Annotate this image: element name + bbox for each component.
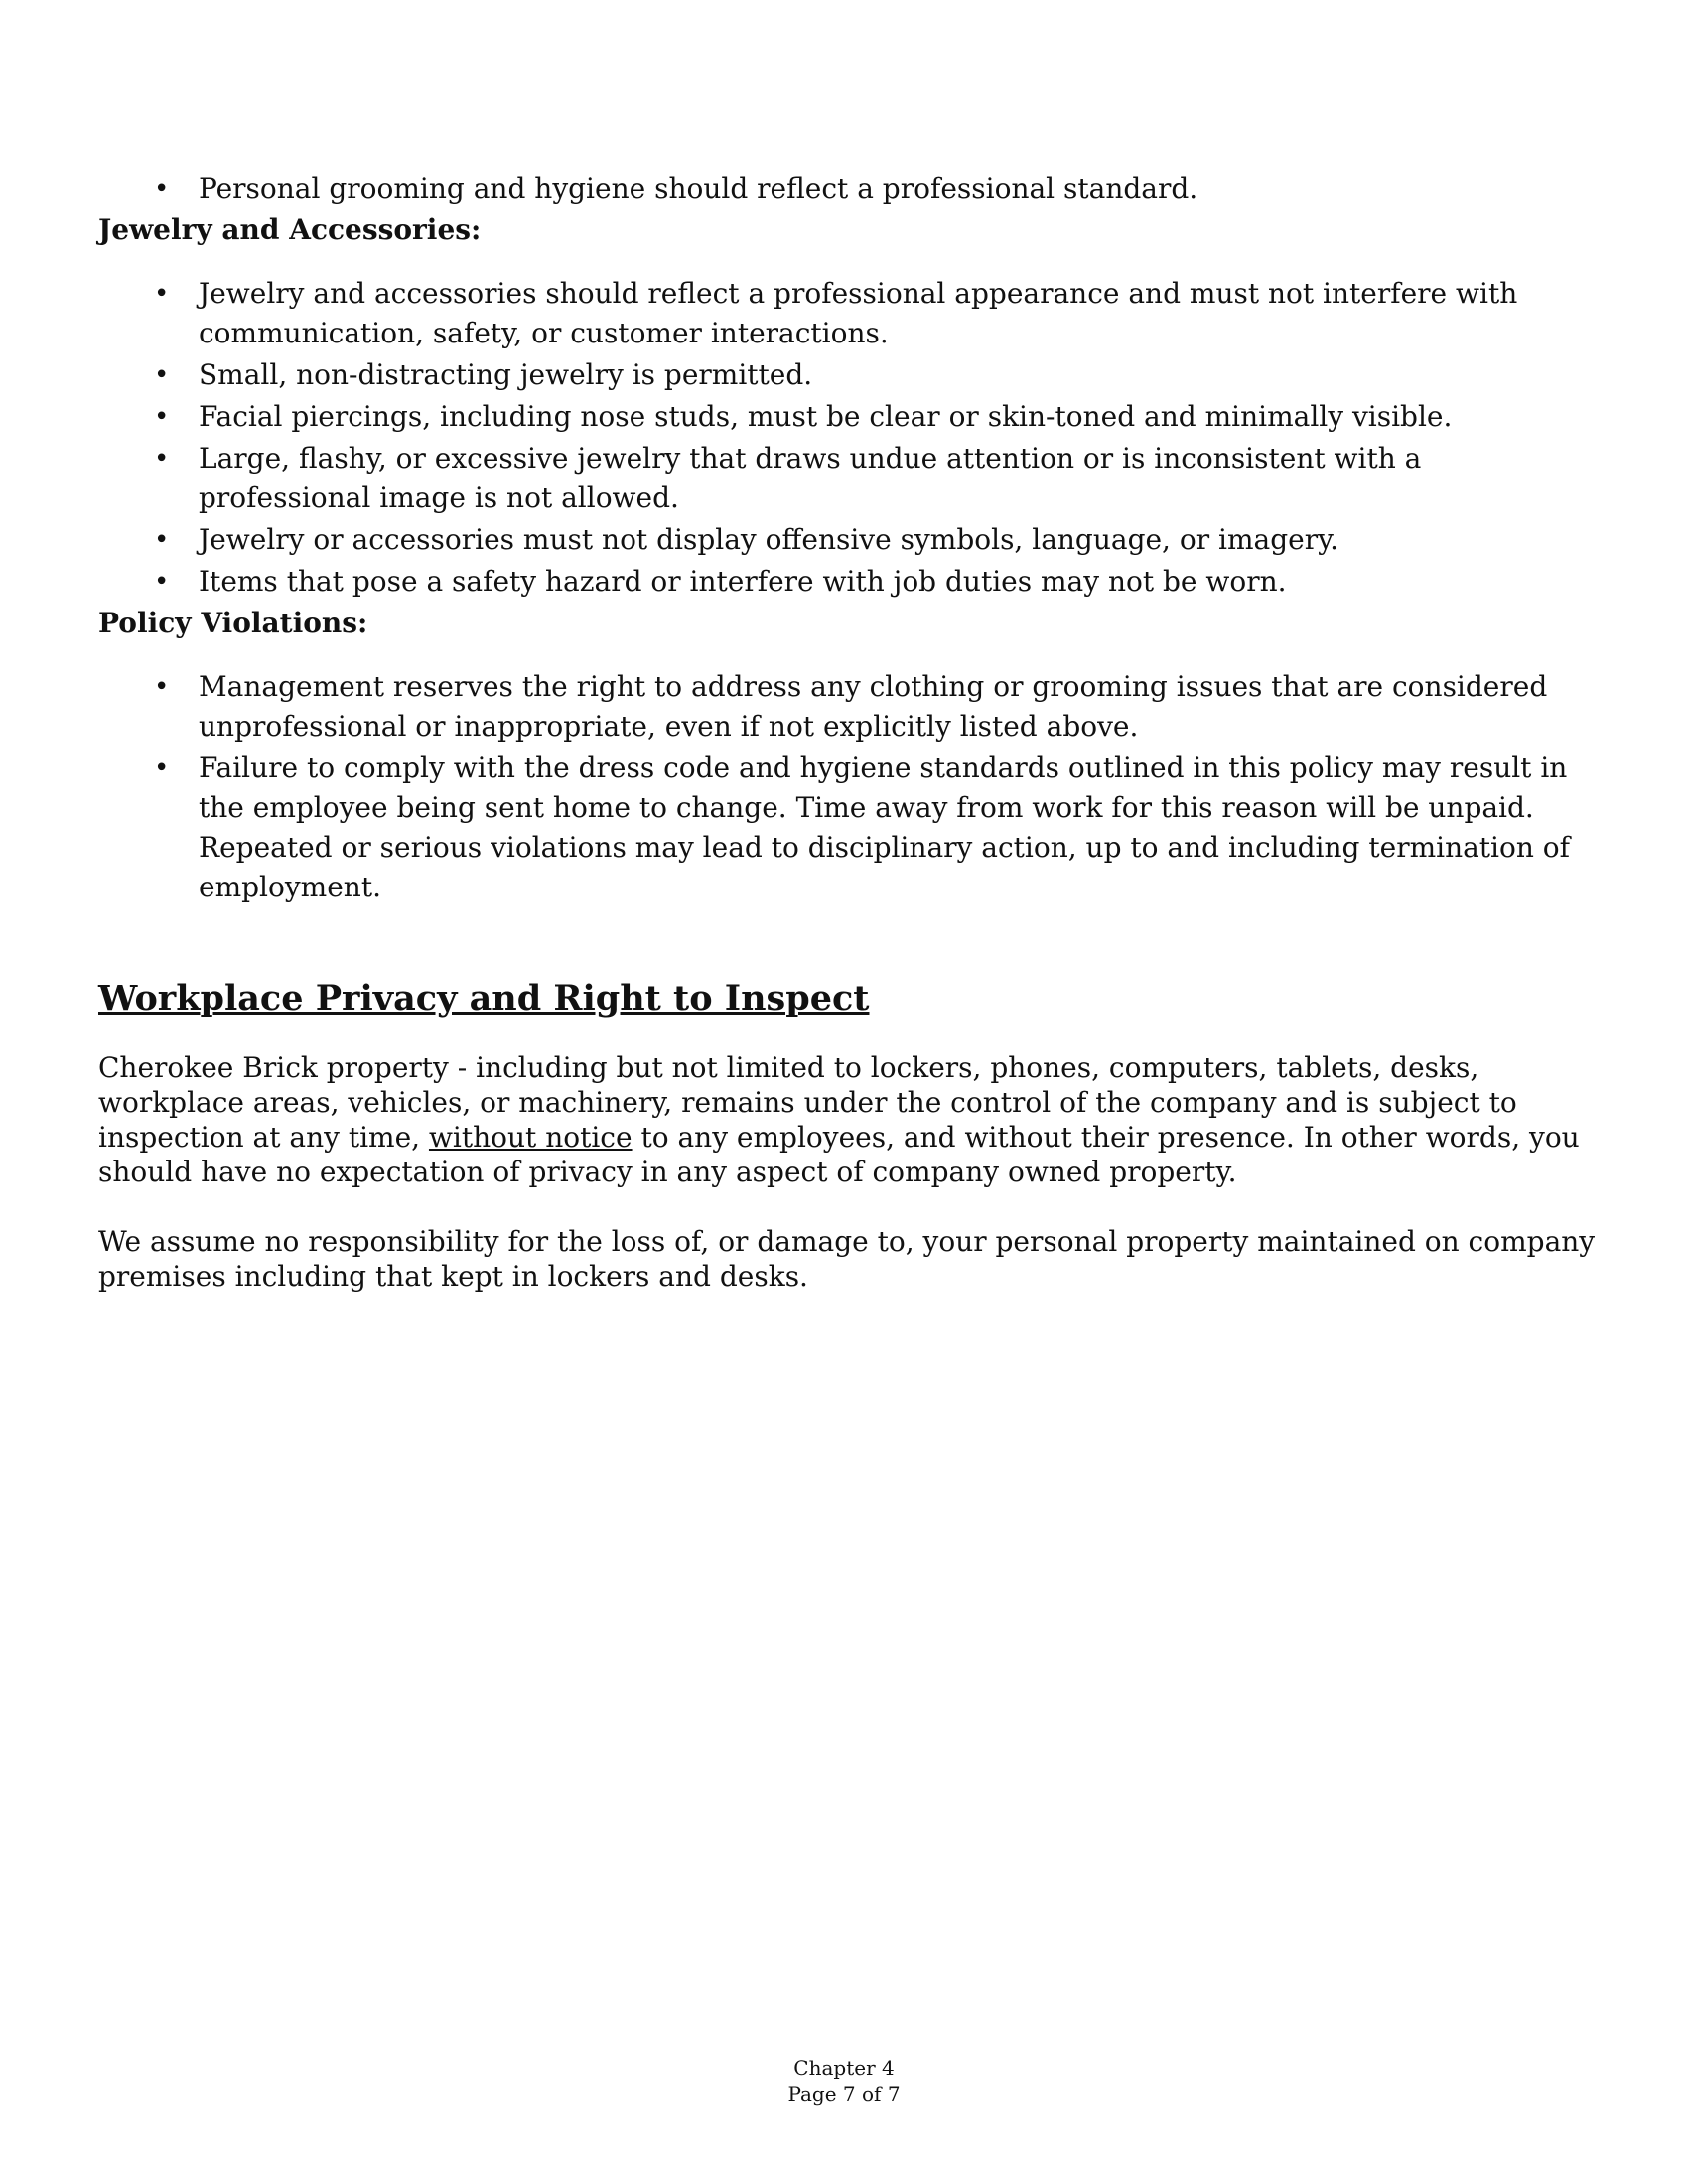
page-footer [0, 2055, 1688, 2107]
list-item [98, 274, 1598, 353]
document-page [98, 169, 1598, 1328]
bullet-icon: • [154, 525, 170, 555]
jewelry-heading: Jewelry and Accessories: [98, 213, 482, 246]
section-title: Workplace Privacy and Right to Inspect [98, 978, 870, 1019]
list-item [98, 749, 1598, 907]
list-item-text: Failure to comply with the dress code and hygiene standards outlined in this policy may result in the employee being sent home to change. Time away from work for this reason will be unpaid. Repeated or serious violations may lead to disciplinary action, up to and including termination of employment. [199, 751, 1571, 903]
bullet-icon: • [154, 279, 170, 309]
bullet-icon: • [154, 753, 170, 783]
list-item-text: Personal grooming and hygiene should reflect a professional standard. [199, 172, 1198, 205]
list-item [98, 397, 1598, 437]
page-number: Page 7 of 7 [787, 2082, 901, 2106]
list-item [98, 169, 1598, 208]
privacy-paragraph [98, 1050, 1598, 1189]
privacy-text-start: Cherokee Brick property - including but not limited to lockers, phones, computers, tablets, desks, workplace areas, vehicles, or machinery, remains under the control of the company and is subject to inspection at any time, [98, 1051, 1517, 1154]
list-item-text: Small, non-distracting jewelry is permitted. [199, 358, 813, 391]
privacy-text-end: to any employees, and without their presence. In other words, you should have no expectation of privacy in any aspect of company owned property. [98, 1121, 1580, 1188]
bullet-icon: • [154, 567, 170, 597]
violations-list [98, 667, 1598, 907]
list-item [98, 520, 1598, 560]
list-item-text: Jewelry and accessories should reflect a professional appearance and must not interfere with communication, safety, or customer interactions. [199, 277, 1518, 349]
list-item-text: Large, flashy, or excessive jewelry that draws undue attention or is inconsistent with a professional image is not allowed. [199, 442, 1422, 514]
list-item-text: Jewelry or accessories must not display offensive symbols, language, or imagery. [199, 523, 1339, 556]
bullet-icon: • [154, 174, 170, 204]
bullet-icon: • [154, 672, 170, 702]
responsibility-paragraph: We assume no responsibility for the loss of, or damage to, your personal property maintained on company premises including that kept in lockers and desks. [98, 1225, 1596, 1293]
list-item-text: Management reserves the right to address any clothing or grooming issues that are considered unprofessional or inappropriate, even if not explicitly listed above. [199, 670, 1548, 743]
violations-heading: Policy Violations: [98, 607, 368, 639]
grooming-list [98, 169, 1598, 208]
list-item [98, 667, 1598, 747]
chapter-label: Chapter 4 [793, 2056, 895, 2080]
list-item [98, 355, 1598, 395]
jewelry-list [98, 274, 1598, 602]
bullet-icon: • [154, 444, 170, 474]
list-item-text: Items that pose a safety hazard or interfere with job duties may not be worn. [199, 565, 1287, 598]
list-item-text: Facial piercings, including nose studs, must be clear or skin-toned and minimally visible. [199, 400, 1453, 433]
bullet-icon: • [154, 360, 170, 390]
list-item [98, 439, 1598, 518]
without-notice-underlined: without notice [428, 1121, 633, 1154]
list-item [98, 562, 1598, 602]
bullet-icon: • [154, 402, 170, 432]
